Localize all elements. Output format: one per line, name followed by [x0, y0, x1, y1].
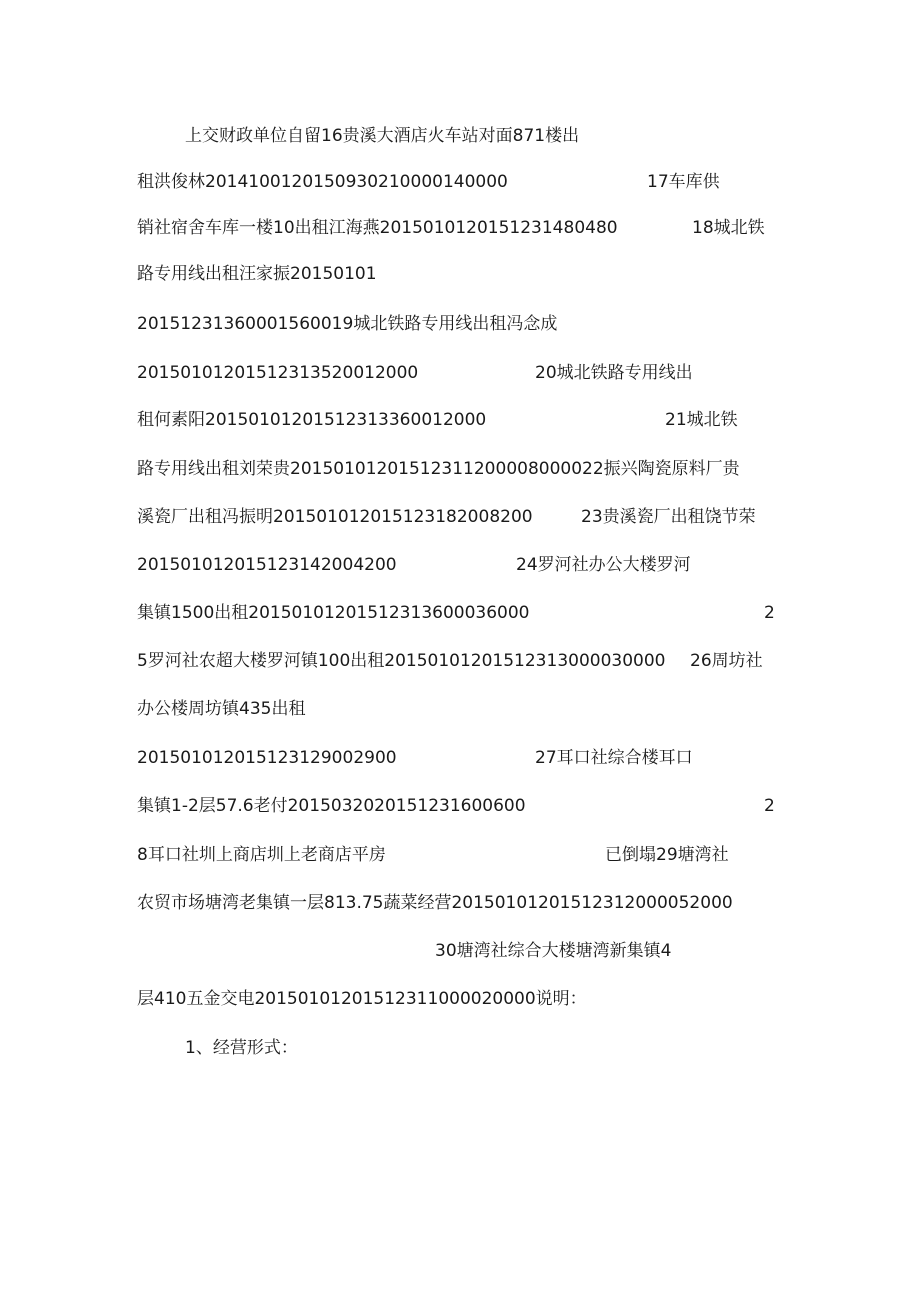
text-line-11 — [137, 599, 897, 627]
text-segment: 17车库供 — [647, 172, 720, 192]
text-segment: 20城北铁路专用线出 — [535, 363, 693, 383]
text-segment: 18城北铁 — [692, 218, 765, 238]
text-segment: 30塘湾社综合大楼塘湾新集镇4 — [435, 941, 672, 961]
text-line-2 — [137, 168, 897, 196]
text-line-14 — [137, 744, 897, 772]
text-line-12 — [137, 647, 897, 675]
text-line-7 — [137, 406, 897, 434]
text-segment: 21城北铁 — [665, 410, 738, 430]
text-segment: 办公楼周坊镇435出租 — [137, 699, 306, 719]
text-segment: 租洪俊林20141001201509302100001400​00 — [137, 172, 508, 192]
text-line-15 — [137, 792, 897, 820]
text-segment: 24罗河社办公大楼罗河 — [516, 555, 691, 575]
text-segment: 27耳口社综合楼耳口 — [535, 748, 693, 768]
text-segment: 2015123136000156​0019城北铁路专用线出租冯念成 — [137, 314, 558, 334]
text-line-3 — [137, 214, 897, 242]
text-segment: 集镇1-2层57.6老付20150320201512316006​00 — [137, 796, 526, 816]
text-line-16 — [137, 841, 897, 869]
text-segment: 2 — [764, 603, 775, 623]
text-segment: 20150101201512313520012000 — [137, 363, 419, 383]
text-line-6 — [137, 359, 897, 387]
text-line-9 — [137, 503, 897, 531]
text-segment: 销社宿舍车库一楼10出租江海燕2015010120151231480480 — [137, 218, 618, 238]
text-segment: 路专用线出租汪家振20150101 — [137, 264, 377, 284]
text-segment: 23贵溪瓷厂出租饶节荣 — [581, 507, 756, 527]
text-segment: 已倒塌29塘湾社 — [605, 845, 729, 865]
text-segment: 溪瓷厂出租冯振明2015010120151231820​08200 — [137, 507, 533, 527]
text-segment: 租何素阳20150101201512313360012000 — [137, 410, 487, 430]
text-segment: 农贸市场塘湾老集镇一层813.75蔬菜经营20150101201512312000052000 — [137, 893, 733, 913]
text-segment: 26周坊社 — [690, 651, 763, 671]
text-segment: 上交财政单位自留16贵溪大酒店火车站对面871楼出 — [185, 126, 580, 146]
text-segment: 20150101201512312900​2900 — [137, 748, 397, 768]
text-segment: 8耳口社圳上商店圳上老商店平房 — [137, 845, 386, 865]
text-segment: 集镇1500出租20150101201512313600036000 — [137, 603, 530, 623]
text-segment: 1、经营形式： — [185, 1038, 298, 1058]
text-segment: 5罗河社农超大楼罗河镇100出租20150101201512313000030000 — [137, 651, 666, 671]
text-line-10 — [137, 551, 897, 579]
text-segment: 路专用线出租刘荣贵20150101201512311200008000022振兴陶瓷原料厂贵 — [137, 459, 740, 479]
text-segment: 2 — [764, 796, 775, 816]
text-segment: 层410五金交电20150101201512311000020000说明： — [137, 989, 587, 1009]
text-segment: 20150101201512314200​4200 — [137, 555, 397, 575]
